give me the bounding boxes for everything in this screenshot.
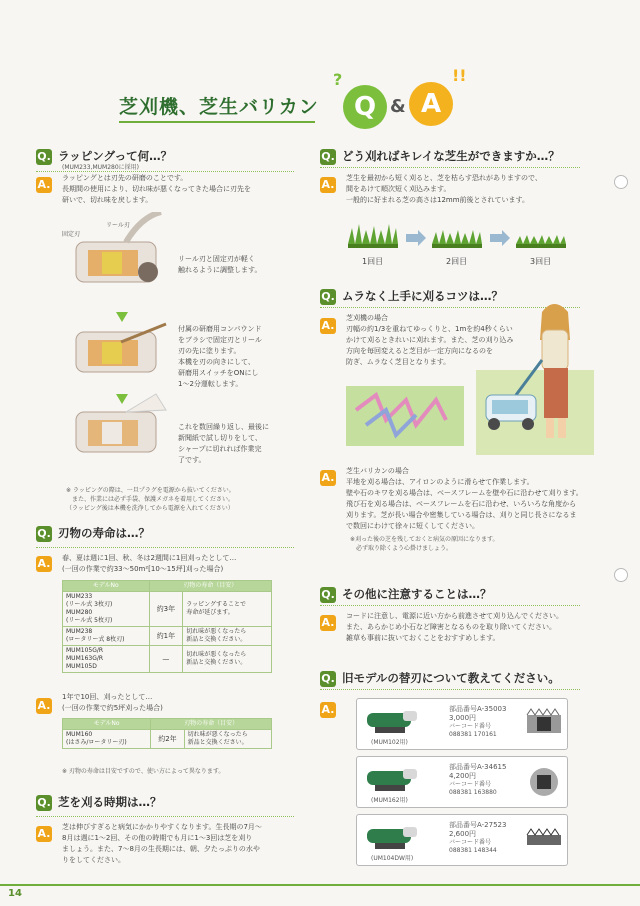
product-model: (UM104DW用) bbox=[371, 855, 414, 862]
s2-answer2-line: (一回の作業で約5坪刈った場合) bbox=[62, 704, 163, 712]
s5-answer2-line: 平地を刈る場合は、アイロンのように滑らせて作業します。 bbox=[346, 478, 534, 486]
label-reel: リール刃 bbox=[106, 222, 130, 229]
s1-answer-line: ラッピングとは刃先の研磨のことです。 bbox=[62, 174, 188, 182]
a-badge: A. bbox=[321, 616, 335, 629]
s1-step2-line: 刃の先に塗ります。 bbox=[178, 347, 241, 355]
s5-answer-title: 芝刈機の場合 bbox=[346, 314, 388, 322]
product-model: (MUM162用) bbox=[371, 797, 408, 804]
table-row: MUM233 (リール式 3枚刃) MUM280 (リール式 5枚刃) 約3年 ラッピングすることで 寿命が延びます。 bbox=[63, 592, 272, 627]
s5-answer2-line: 刈ります。芝が長い場合や密集している場合は、刈りと同じ長さになるま bbox=[346, 511, 577, 519]
barcode-number: 088381 170161 bbox=[449, 731, 497, 738]
table-header: モデルNo bbox=[63, 719, 151, 730]
table-header: モデルNo bbox=[63, 581, 150, 592]
s5-answer2-note: ※刈った後の芝を残しておくと病気の原因になります。 bbox=[350, 536, 499, 543]
s6-answer-line: コードに注意し、電源に近い方から前進させて刈り込んでください。 bbox=[346, 612, 563, 620]
price: 2,600円 bbox=[449, 830, 477, 838]
hedge-trimmer-icon bbox=[363, 705, 423, 737]
s1-step1-line: 触れるように調整します。 bbox=[178, 266, 262, 274]
grass-2 bbox=[432, 230, 482, 248]
lawn-pattern bbox=[346, 386, 464, 446]
exclaim-deco: !! bbox=[452, 66, 467, 85]
blade-life-table bbox=[62, 580, 272, 673]
s6-answer-line: また、あらかじめ小石など障害となるものを取り除いてください。 bbox=[346, 623, 556, 631]
s5-answer2-note: 必ず取り除くよう心掛けましょう。 bbox=[350, 545, 453, 552]
divider bbox=[320, 605, 580, 606]
s5-answer-line: 防ぎ、ムラなく芝目となります。 bbox=[346, 358, 451, 366]
blade-life-table-2 bbox=[62, 718, 272, 749]
q-badge: Q. bbox=[321, 672, 335, 685]
a-badge: A. bbox=[37, 699, 51, 712]
page-title: 芝刈機、芝生バリカン bbox=[119, 96, 319, 118]
s5-question: ムラなく上手に刈るコツは…？ bbox=[342, 289, 503, 303]
a-badge: A. bbox=[321, 319, 335, 332]
s2-question: 刃物の寿命は…？ bbox=[58, 526, 150, 540]
s1-answer-line: 長期間の使用により、切れ味が悪くなってきた場合に刃先を bbox=[62, 185, 251, 193]
s1-answer-line: 研いで、切れ味を戻します。 bbox=[62, 196, 153, 204]
arrow-down-icon bbox=[116, 394, 128, 404]
grass-1 bbox=[348, 224, 398, 248]
binder-hole bbox=[614, 568, 628, 582]
barcode-label: バーコード番号 bbox=[449, 781, 492, 788]
s6-answer-line: 雑草も事前に抜いておくことをおすすめします。 bbox=[346, 634, 500, 642]
s1-step3-line: 新聞紙で試し切りをして、 bbox=[178, 434, 262, 442]
s2-answer1-line: 春、夏は週に1回、秋、冬は2週間に1回刈ったとして… bbox=[62, 554, 237, 562]
q-badge: Q. bbox=[321, 290, 335, 303]
mower-3 bbox=[76, 394, 166, 452]
footer-line bbox=[0, 884, 640, 886]
a-badge: A. bbox=[321, 178, 335, 191]
divider bbox=[320, 167, 580, 168]
product-model: (MUM102用) bbox=[371, 739, 408, 746]
mower-2 bbox=[76, 324, 166, 372]
a-badge: A. bbox=[37, 178, 51, 191]
grass-steps-illustration bbox=[340, 218, 580, 258]
product-card bbox=[356, 814, 568, 866]
q-badge: Q. bbox=[321, 150, 335, 163]
s1-step1-line: リール刃と固定刃が軽く bbox=[178, 255, 255, 263]
divider bbox=[36, 547, 294, 548]
arrow-right-icon bbox=[406, 230, 426, 246]
step-label: 3回目 bbox=[530, 257, 552, 266]
s4-answer-line: 芝生を最初から短く刈ると、芝を枯らす恐れがありますので、 bbox=[346, 174, 542, 182]
a-badge: A. bbox=[37, 827, 51, 840]
hedge-trimmer-icon bbox=[363, 821, 423, 853]
title-underline bbox=[119, 121, 315, 123]
table-row: MUM238 (ロータリー式 8枚刃) 約1年 切れ味が悪くなったら 新品と交換ください。 bbox=[63, 627, 272, 646]
blade-icon bbox=[525, 823, 563, 857]
barcode-label: バーコード番号 bbox=[449, 839, 492, 846]
s4-question: どう刈ればキレイな芝生ができますか…？ bbox=[342, 149, 560, 163]
s2-footnote: ※ 刃物の寿命は目安ですので、使い方によって異なります。 bbox=[62, 768, 225, 775]
price: 3,000円 bbox=[449, 714, 477, 722]
s1-step3-line: 了です。 bbox=[178, 456, 206, 464]
page-number: 14 bbox=[8, 888, 22, 899]
s1-footnote-line: また、作業には必ず手袋、保護メガネを着用してください。 bbox=[66, 496, 235, 503]
a-badge: A. bbox=[37, 557, 51, 570]
a-badge: A. bbox=[321, 703, 335, 716]
q-badge: Q. bbox=[37, 796, 51, 809]
s2-answer2-line: 1年で10回、刈ったとして… bbox=[62, 693, 153, 701]
binder-hole bbox=[614, 175, 628, 189]
woman-figure bbox=[540, 304, 570, 438]
arrow-down-icon bbox=[116, 312, 128, 322]
arrow-right-icon bbox=[490, 230, 510, 246]
big-a-icon: A bbox=[409, 82, 453, 126]
s5-answer2-line: 飛び石を刈る場合は、ベースフレームを石に沿わせ、いろいろな角度から bbox=[346, 500, 577, 508]
big-q-icon: Q bbox=[343, 85, 387, 129]
s3-answer-line: ましょう。また、7～8月の生長期には、朝、夕たっぷりの水や bbox=[62, 845, 260, 853]
part-number: 部品番号A-35003 bbox=[449, 705, 507, 713]
divider bbox=[36, 171, 294, 172]
divider bbox=[36, 816, 294, 817]
blade-icon bbox=[525, 707, 563, 741]
product-card bbox=[356, 698, 568, 750]
part-number: 部品番号A-27523 bbox=[449, 821, 507, 829]
q-badge: Q. bbox=[321, 588, 335, 601]
s1-step2-line: 付属の研磨用コンパウンド bbox=[178, 325, 262, 333]
product-card bbox=[356, 756, 568, 808]
barcode-label: バーコード番号 bbox=[449, 723, 492, 730]
label-kotei: 固定刃 bbox=[62, 231, 81, 238]
s1-question-note: (MUM233,MUM280に採用) bbox=[62, 164, 139, 171]
s1-step2-line: をブラシで固定刃とリール bbox=[178, 336, 262, 344]
barcode-number: 088381 163880 bbox=[449, 789, 497, 796]
s2-answer1-line: (一回の作業で約33～50m²[10～15坪]刈った場合) bbox=[62, 565, 224, 573]
table-row: MUM105G/R MUM163G/R MUM105D — 切れ味が悪くなったら 新品と交換ください。 bbox=[63, 646, 272, 673]
step-label: 2回目 bbox=[446, 257, 468, 266]
q-badge: Q. bbox=[37, 150, 51, 163]
s1-footnote-line: （ラッピング後は本機を洗浄してから電源を入れてください） bbox=[66, 505, 234, 512]
table-row: MUM160 (はさみ/ロータリー刃) 約2年 切れ味が悪くなったら 新品と交換ください。 bbox=[63, 730, 272, 749]
s1-step2-line: 1～2分運転します。 bbox=[178, 380, 243, 388]
s6-question: その他に注意することは…？ bbox=[342, 587, 492, 601]
s1-step2-line: 研磨用スイッチをONにし bbox=[178, 369, 259, 377]
s5-answer-line: かけて刈るときれいに刈れます。また、芝の刈り込み bbox=[346, 336, 514, 344]
s1-step3-line: これを数回繰り返し、最後に bbox=[178, 423, 269, 431]
s1-question: ラッピングって何…？ bbox=[58, 149, 173, 163]
hedge-trimmer-icon bbox=[363, 763, 423, 795]
a-badge: A. bbox=[321, 471, 335, 484]
price: 4,200円 bbox=[449, 772, 477, 780]
question-deco: ? bbox=[333, 70, 343, 89]
s5-answer-line: 方向を毎回変えると芝目が一定方向になるのを bbox=[346, 347, 493, 355]
blade-icon bbox=[525, 765, 563, 799]
mowing-illustration bbox=[346, 300, 604, 460]
s4-answer-line: 間をあけて順次短く刈込みます。 bbox=[346, 185, 451, 193]
s5-answer-line: 刃幅の約1/3を重ねてゆっくりと、1mを約4秒くらい bbox=[346, 325, 513, 333]
s5-answer2-line: で数回にわけて徐々に短くしてください。 bbox=[346, 522, 479, 530]
grass-3 bbox=[516, 235, 566, 248]
s1-footnote-line: ※ ラッピングの際は、一旦プラグを電源から抜いてください。 bbox=[66, 487, 235, 494]
s5-answer2-title: 芝生バリカンの場合 bbox=[346, 467, 409, 475]
barcode-number: 088381 148344 bbox=[449, 847, 497, 854]
ampersand: & bbox=[390, 96, 406, 117]
lapping-illustration bbox=[66, 212, 176, 482]
table-header: 刃物の寿命（目安） bbox=[149, 581, 271, 592]
q-badge: Q. bbox=[37, 527, 51, 540]
table-header: 刃物の寿命（目安） bbox=[151, 719, 272, 730]
s1-step3-line: シャープに切れれば作業完 bbox=[178, 445, 262, 453]
s5-answer2-line: 壁や石のキワを刈る場合は、ベースフレームを壁や石に沿わせて刈ります。 bbox=[346, 489, 583, 497]
step-label: 1回目 bbox=[362, 257, 384, 266]
s3-answer-line: 8月は週に1～2回、その他の時期でも月に1～3回は芝を刈り bbox=[62, 834, 253, 842]
s3-question: 芝を刈る時期は…？ bbox=[58, 795, 162, 809]
s3-answer-line: りをしてください。 bbox=[62, 856, 125, 864]
s7-question: 旧モデルの替刃について教えてください。 bbox=[342, 671, 560, 685]
part-number: 部品番号A-34615 bbox=[449, 763, 507, 771]
s3-answer-line: 芝は伸びすぎると病気にかかりやすくなります。生長期の7月～ bbox=[62, 823, 262, 831]
s4-answer-line: 一般的に好まれる芝の高さは12mm前後とされています。 bbox=[346, 196, 529, 204]
divider bbox=[320, 689, 580, 690]
s1-step2-line: 本機を刃の向きにして、 bbox=[178, 358, 255, 366]
